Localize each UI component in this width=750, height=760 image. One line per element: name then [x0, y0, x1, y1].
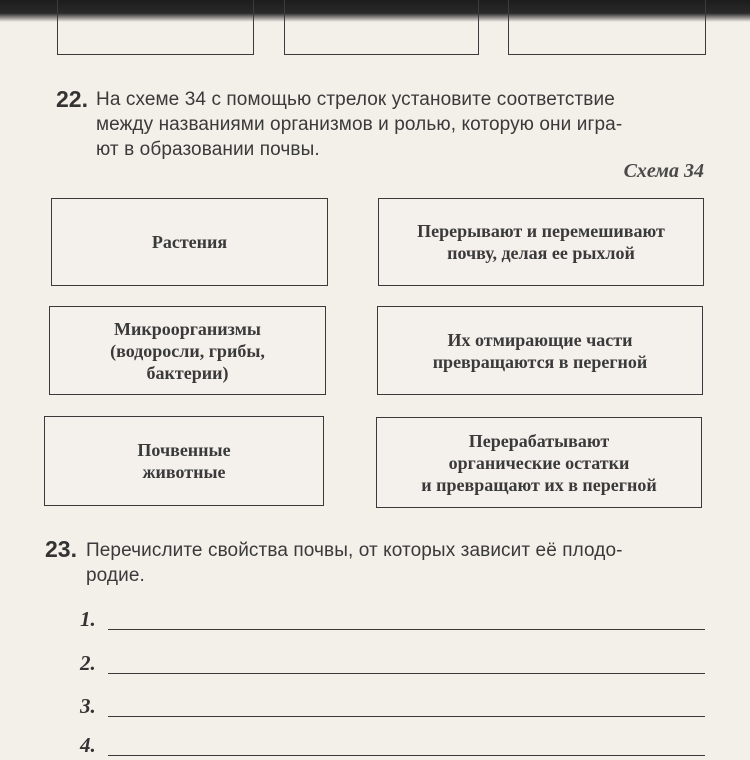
task-22-number: 22. [56, 86, 88, 112]
organism-box-plants[interactable] [51, 198, 328, 286]
task-22-line-3: ют в образовании почвы. [96, 139, 320, 160]
role-label: Перерабатывают органические остатки и превращают их в перегной [421, 430, 657, 495]
organism-label: Растения [151, 232, 228, 252]
table-cell [57, 0, 254, 55]
answer-number: 4. [80, 733, 96, 757]
answer-row-1[interactable] [80, 604, 705, 634]
task-22-line-1: На схеме 34 с помощью стрелок установите соответствие [96, 89, 615, 110]
answer-row-2[interactable] [80, 648, 705, 678]
task-23-line-1: Перечислите свойства почвы, от которых зависит её плодо- [86, 540, 623, 561]
previous-table-fragment [0, 0, 750, 60]
role-box-dead-parts-humus[interactable] [377, 306, 703, 395]
role-label: Их отмирающие части превращаются в перегной [432, 329, 648, 372]
role-box-process-residues[interactable] [376, 417, 702, 508]
role-box-loosen-soil[interactable] [378, 198, 704, 286]
answer-row-3[interactable] [80, 691, 705, 721]
organism-box-soil-animals[interactable] [44, 416, 324, 506]
table-cell [284, 0, 479, 55]
answer-number: 2. [80, 651, 96, 675]
answer-number: 3. [80, 694, 96, 718]
task-22-line-2: между названиями организмов и ролью, которую они игра- [96, 114, 623, 135]
answer-line[interactable] [108, 716, 705, 717]
task-23-number: 23. [45, 536, 77, 562]
organism-label: Почвенные животные [137, 440, 231, 482]
answer-line[interactable] [108, 629, 705, 630]
schema-label: Схема 34 [623, 160, 704, 182]
organism-box-microorganisms[interactable] [49, 306, 326, 395]
organism-label: Микроорганизмы (водоросли, грибы, бактерии) [110, 318, 265, 383]
answer-line[interactable] [108, 673, 705, 674]
table-cell [508, 0, 706, 55]
answer-row-4[interactable] [80, 730, 705, 760]
task-23-line-2: родие. [86, 565, 145, 586]
answer-line[interactable] [108, 755, 705, 756]
answer-number: 1. [80, 607, 96, 631]
role-label: Перерывают и перемешивают почву, делая ее рыхлой [417, 221, 665, 263]
